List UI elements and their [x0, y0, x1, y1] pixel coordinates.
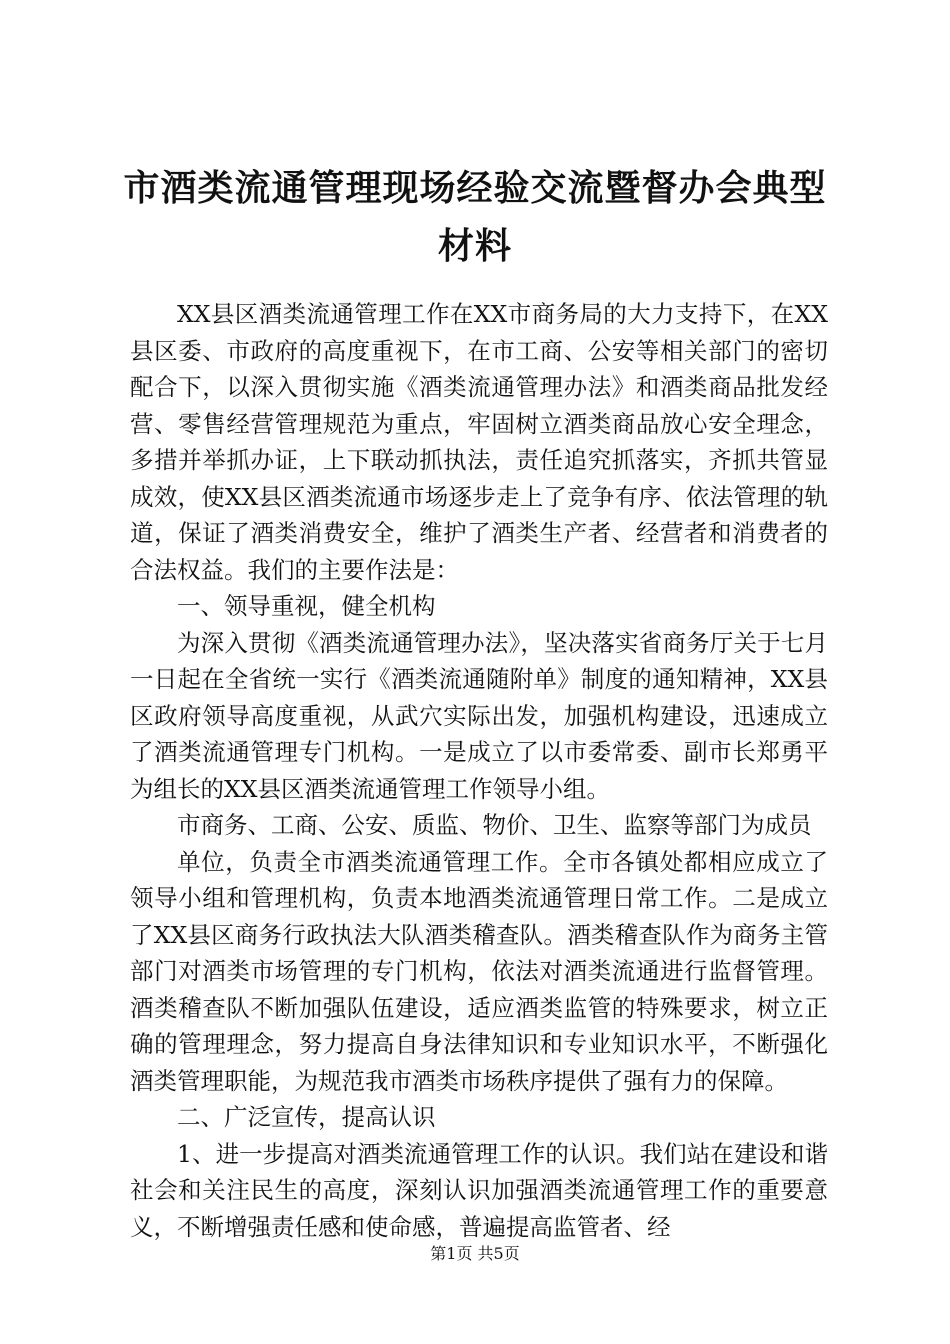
section-heading-1: 一、领导重视，健全机构 — [177, 592, 436, 620]
document-body — [130, 296, 828, 1245]
paragraph-members: 市商务、工商、公安、质监、物价、卫生、监察等部门为成员 — [177, 811, 812, 839]
document-title: 市酒类流通管理现场经验交流暨督办会典型材料 — [123, 168, 827, 267]
paragraph-intro: XX县区酒类流通管理工作在XX市商务局的大力支持下，在XX县区委、市政府的高度重视下，在市工商、公安等相关部门的密切配合下，以深入贯彻实施《酒类流通管理办法》和酒类商品批发经营、零售经营管理规范为重点，牢固树立酒类商品放心安全理念，多措并举抓办证，上下联动抓执法，责任追究抓落实，齐抓共管显成效，使XX县区酒类流通市场逐步走上了竞争有序、依法管理的轨道，保证了酒类消费安全，维护了酒类生产者、经营者和消费者的合法权益。我们的主要作法是： — [130, 300, 828, 584]
page-footer: 第1页 共5页 — [430, 1244, 520, 1263]
paragraph-units: 单位，负责全市酒类流通管理工作。全市各镇处都相应成立了领导小组和管理机构，负责本地酒类流通管理日常工作。二是成立了XX县区商务行政执法大队酒类稽查队。酒类稽查队作为商务主管部门对酒类市场管理的专门机构，依法对酒类流通进行监督管理。酒类稽查队不断加强队伍建设，适应酒类监管的特殊要求，树立正确的管理理念，努力提高自身法律知识和专业知识水平，不断强化酒类管理职能，为规范我市酒类市场秩序提供了强有力的保障。 — [130, 847, 828, 1095]
paragraph-section-1: 为深入贯彻《酒类流通管理办法》，坚决落实省商务厅关于七月一日起在全省统一实行《酒类流通随附单》制度的通知精神，XX县区政府领导高度重视，从武穴实际出发，加强机构建设，迅速成立了酒类流通管理专门机构。一是成立了以市委常委、副市长郑勇平为组长的XX县区酒类流通管理工作领导小组。 — [130, 628, 828, 803]
paragraph-section-2-item-1: 1、进一步提高对酒类流通管理工作的认识。我们站在建设和谐社会和关注民生的高度，深刻认识加强酒类流通管理工作的重要意义，不断增强责任感和使命感，普遍提高监管者、经 — [130, 1139, 828, 1241]
section-heading-2: 二、广泛宣传，提高认识 — [177, 1103, 436, 1131]
